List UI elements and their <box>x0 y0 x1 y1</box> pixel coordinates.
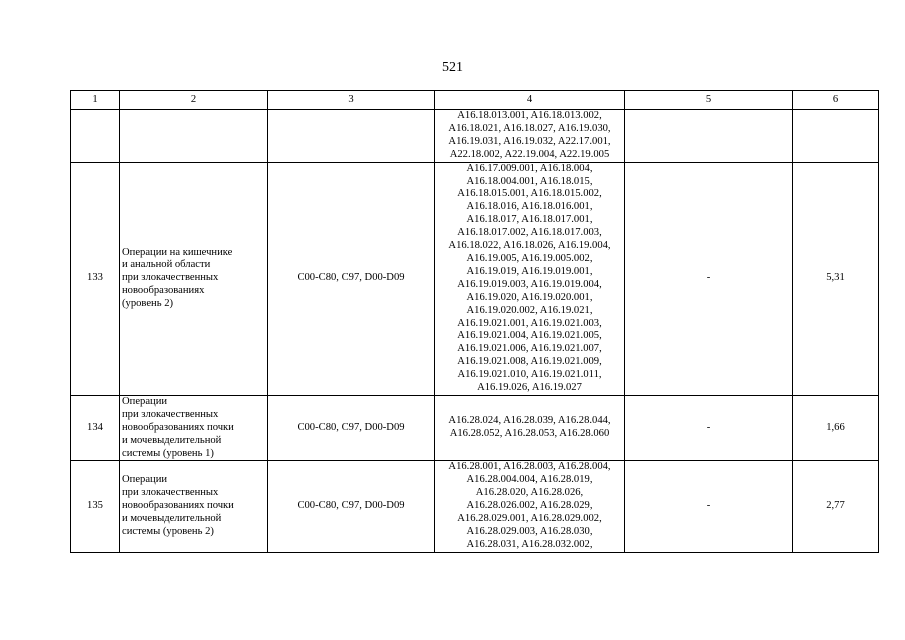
coefficient: 2,77 <box>793 461 879 552</box>
operation-name: Операции на кишечнике и анальной области при злокачественных новообразованиях (уровень 2) <box>120 162 268 395</box>
coefficient <box>793 110 879 163</box>
row-number <box>71 110 120 163</box>
extra-criteria: - <box>625 461 793 552</box>
service-codes: A16.17.009.001, A16.18.004, A16.18.004.001, A16.18.015, A16.18.015.001, A16.18.015.002, A16.18.016, A16.18.016.001, A16.18.017, A16.18.017.001, A16.18.017.002, A16.18.017.003, A16.18.022, A16.18.026, A16.19.004, A16.19.005, A16.19.005.002, A16.19.019, A16.19.019.001, A16.19.019.003, A16.19.019.004, A16.19.020, A16.19.020.001, A16.19.020.002, A16.19.021, A16.19.021.001, A16.19.021.003, A16.19.021.004, A16.19.021.005, A16.19.021.006, A16.19.021.007, A16.19.021.008, A16.19.021.009, A16.19.021.010, A16.19.021.011, A16.19.026, A16.19.027 <box>435 162 625 395</box>
row-number: 134 <box>71 395 120 461</box>
diagnosis-codes <box>268 110 435 163</box>
table-row <box>71 162 879 395</box>
table-row <box>71 110 879 163</box>
service-codes: A16.28.001, A16.28.003, A16.28.004, A16.28.004.004, A16.28.019, A16.28.020, A16.28.026, A16.28.026.002, A16.28.029, A16.28.029.001, A16.28.029.002, A16.28.029.003, A16.28.030, A16.28.031, A16.28.032.002, <box>435 461 625 552</box>
coefficient: 1,66 <box>793 395 879 461</box>
diagnosis-codes: C00-C80, C97, D00-D09 <box>268 162 435 395</box>
extra-criteria: - <box>625 395 793 461</box>
operation-name <box>120 110 268 163</box>
coefficient: 5,31 <box>793 162 879 395</box>
table-row <box>71 461 879 552</box>
header-row <box>71 91 879 110</box>
header-cell-5: 5 <box>625 91 793 110</box>
header-cell-6: 6 <box>793 91 879 110</box>
diagnosis-codes: C00-C80, C97, D00-D09 <box>268 461 435 552</box>
header-cell-1: 1 <box>71 91 120 110</box>
page-number: 521 <box>442 60 463 75</box>
operation-name: Операции при злокачественных новообразованиях почки и мочевыделительной системы (уровень 1) <box>120 395 268 461</box>
extra-criteria: - <box>625 162 793 395</box>
tariff-table <box>70 90 879 553</box>
row-number: 135 <box>71 461 120 552</box>
service-codes: A16.18.013.001, A16.18.013.002, A16.18.021, A16.18.027, A16.19.030, A16.19.031, A16.19.032, A22.17.001, A22.18.002, A22.19.004, A22.19.005 <box>435 110 625 163</box>
diagnosis-codes: C00-C80, C97, D00-D09 <box>268 395 435 461</box>
service-codes: A16.28.024, A16.28.039, A16.28.044, A16.28.052, A16.28.053, A16.28.060 <box>435 395 625 461</box>
operation-name: Операции при злокачественных новообразованиях почки и мочевыделительной системы (уровень 2) <box>120 461 268 552</box>
header-cell-2: 2 <box>120 91 268 110</box>
header-cell-3: 3 <box>268 91 435 110</box>
header-cell-4: 4 <box>435 91 625 110</box>
table-row <box>71 395 879 461</box>
extra-criteria <box>625 110 793 163</box>
row-number: 133 <box>71 162 120 395</box>
